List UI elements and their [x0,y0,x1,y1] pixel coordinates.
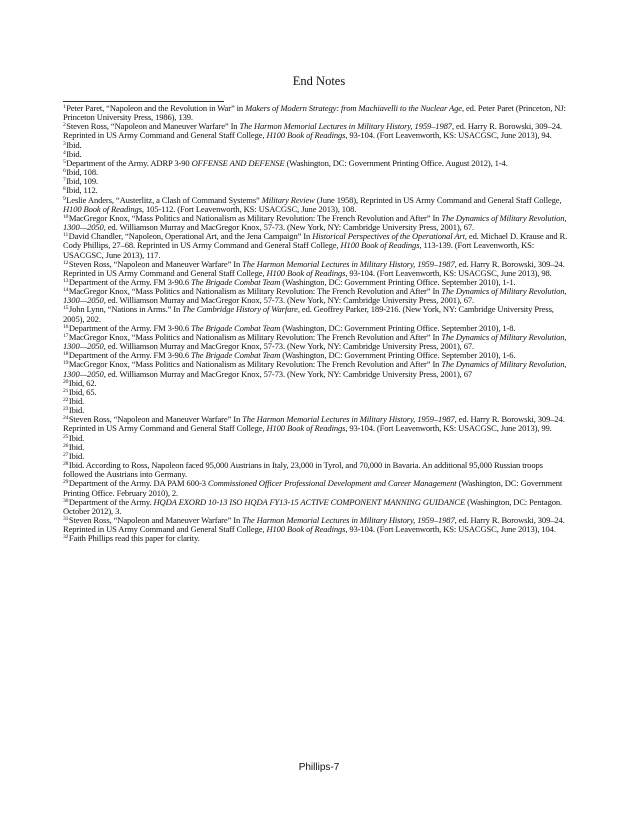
endnote-text: , ed. Peter Paret (Princeton, NJ: Princeton University Press, 1986), 139. [63,103,566,123]
endnote-title: The Harmon Memorial Lectures in Military History, 1959–1987 [239,121,452,132]
endnotes-list [63,104,570,544]
endnote-text: Department of the Army. FM 3-90.6 [68,276,191,287]
endnote-text: , 93-104. (Fort Leavenworth, KS: USACGSC, June 2013), 98. [345,267,552,278]
endnote-title: HQDA EXORD 10-13 ISO HQDA FY13-15 ACTIVE COMPONENT MANNING GUIDANCE [153,496,466,507]
endnote [63,141,570,150]
endnote-text: , 93-104. (Fort Leavenworth, KS: USACGSC, June 2013), 104. [345,524,556,535]
endnote [63,397,570,406]
endnote-number: 17 [63,332,69,339]
endnote-text: Peter Paret, “Napoleon and the Revolution in War” in [66,103,246,113]
endnote-text: (Washington, DC: Government Printing Office. September 2010), 1-6. [280,350,516,361]
endnote-text: , ed. Williamson Murray and MacGregor Knox, 57-73. (New York, NY: Cambridge University Press, 2001), 67. [103,222,475,233]
endnote-text: (Washington, DC: Government Printing Office. February 2010), 2. [63,478,563,498]
endnote-title: The Dynamics of Military Revolution, 1300—2050 [63,359,567,379]
endnote-text: Department of the Army. FM 3-90.6 [68,322,191,333]
endnote-text: Ibid. [68,396,85,406]
endnote-title: Commissioned Officer Professional Development and Career Management [207,478,457,489]
endnote [63,415,570,433]
endnote-number: 2 [63,122,66,129]
endnote-title: The Brigade Combat Team [190,350,281,361]
endnote-number: 15 [63,305,69,312]
endnote [63,305,570,323]
endnote-title: The Cambridge History of Warfare [182,304,298,315]
endnote [63,168,570,177]
endnote [63,196,570,214]
endnote-number: 12 [63,259,69,266]
endnote-text: Faith Phillips read this paper for clarity. [68,533,200,544]
endnote [63,104,570,122]
endnote-title: Historical Perspectives of the Operational Art [312,231,465,242]
endnote-number: 14 [63,287,69,294]
endnote [63,534,570,543]
endnote-title: The Harmon Memorial Lectures in Military History, 1959–1987 [242,414,455,425]
endnote-number: 25 [63,433,69,440]
endnote-number: 13 [63,277,69,284]
endnote-number: 28 [63,461,69,468]
endnote-number: 7 [63,177,66,184]
endnote-text: Department of the Army. DA PAM 600-3 [68,478,208,489]
endnote-title: The Harmon Memorial Lectures in Military History, 1959–1987 [242,515,455,526]
endnote-number: 5 [63,158,66,165]
endnote [63,260,570,278]
endnote-number: 16 [63,323,69,330]
endnote-number: 11 [63,232,69,239]
endnote-number: 30 [63,497,69,504]
endnote-text: Steven Ross, “Napoleon and Maneuver Warfare” In [66,121,240,132]
endnote [63,498,570,516]
endnote-number: 20 [63,378,69,385]
endnote-title: H100 Book of Readings [266,423,346,434]
endnote-text: Ibid, 108. [66,167,98,178]
endnote-number: 3 [63,140,66,147]
footnote-separator [63,101,224,102]
endnote-text: , ed. Michael D. Krause and R. Cody Phillips, 27–68. Reprinted in US Army Command and General Staff College, [63,231,568,251]
endnote-text: , ed. Harry R. Borowski, 309–24. Reprinted in US Army Command and General Staff College, [63,515,565,535]
endnote-text: Ibid. [66,148,82,159]
endnote-number: 21 [63,387,69,394]
endnote-title: H100 Book of Readings [340,240,420,251]
endnote-text: John Lynn, “Nations in Arms.” In [68,304,183,315]
endnote-text: Department of the Army. [68,496,154,507]
endnote-text: Ibid. According to Ross, Napoleon faced 95,000 Austrians in Italy, 23,000 in Tyrol, and 70,000 in Bavaria. An additional 95,000 Russian troops followed the Austrians into Germany. [63,460,543,480]
endnote [63,379,570,388]
endnote-text: MacGregor Knox, “Mass Politics and Nationalism as Military Revolution: The French Revolution and After” In [68,331,442,342]
endnote-text: , ed. Williamson Murray and MacGregor Knox, 57-73. (New York, NY: Cambridge University Press, 2001), 67. [103,295,475,306]
endnote-number: 26 [63,442,69,449]
endnote-title: The Dynamics of Military Revolution, 1300—2050 [63,331,567,352]
endnote-number: 24 [63,415,69,422]
endnote-title: H100 Book of Readings [266,130,346,141]
endnote [63,461,570,479]
endnote-text: (Washington, DC: Pentagon. October 2012), 3. [63,496,563,516]
endnote-title: The Brigade Combat Team [190,322,281,333]
endnote-text: Ibid. [68,405,85,416]
endnote [63,333,570,351]
endnote-text: , ed. Williamson Murray and MacGregor Knox, 57-73. (New York, NY: Cambridge University Press, 2001), 67 [103,368,473,379]
endnote [63,479,570,497]
endnote-text: Ibid, 112. [66,185,98,196]
endnote [63,232,570,259]
endnote-text: , 113-139. (Fort Leavenworth, KS: USACGSC, June 2013), 117. [63,240,535,260]
endnote-text: (Washington, DC: Government Printing Office. September 2010), 1-1. [280,276,516,287]
endnote-text: MacGregor Knox, “Mass Politics and Nationalism as Military Revolution: The French Revolution and After” In [68,359,442,370]
endnote-number: 4 [63,149,66,156]
endnote-text: Department of the Army. ADRP 3-90 [66,157,192,168]
endnote-text: , ed. Geoffrey Parker, 189-216. (New York, NY: Cambridge University Press, 2005), 202. [63,304,554,324]
endnote-number: 9 [63,195,66,202]
endnote [63,516,570,534]
endnote [63,214,570,232]
endnote [63,443,570,452]
endnote [63,177,570,186]
endnote-number: 1 [63,104,66,110]
endnote-text: Ibid. [68,441,85,452]
endnote-title: Makers of Modern Strategy: from Machiavelli to the Nuclear Age [245,103,462,113]
endnote-text: (Washington, DC: Government Printing Office. August 2012), 1-4. [284,157,508,168]
endnote-title: H100 Book of Readings [266,524,346,535]
endnote-title: The Dynamics of Military Revolution, 1300—2050 [63,286,567,306]
endnote-number: 31 [63,516,69,523]
endnote-text: Ibid, 65. [68,386,97,397]
endnote-text: , 93-104. (Fort Leavenworth, KS: USACGSC, June 2013), 94. [345,130,552,141]
endnote-text: Leslie Anders, “Austerlitz, a Clash of Command Systems” [66,194,262,205]
endnote-title: The Brigade Combat Team [190,276,281,287]
endnote-text: (Washington, DC: Government Printing Office. September 2010), 1-8. [280,322,516,333]
endnote-text: MacGregor Knox, “Mass Politics and Nationalism as Military Revolution: The French Revolution and After” In [68,212,442,223]
endnote-title: The Dynamics of Military Revolution, 1300—2050 [63,212,567,233]
endnote-number: 29 [63,479,69,486]
endnote-number: 10 [63,213,69,220]
endnote-text: , ed. Harry R. Borowski, 309–24. Reprinted in US Army Command and General Staff College, [63,414,565,434]
endnote-number: 27 [63,451,69,458]
endnote-text: , ed. Harry R. Borowski, 309–24. Reprinted in US Army Command and General Staff College, [63,121,563,141]
endnote-text: David Chandler, “Napoleon, Operational Art, and the Jena Campaign” In [68,231,313,242]
endnote [63,360,570,378]
endnote-text: Steven Ross, “Napoleon and Maneuver Warfare” In [68,515,243,526]
endnote-text: Department of the Army. FM 3-90.6 [68,350,191,361]
endnote-number: 18 [63,351,69,358]
endnote-number: 23 [63,406,69,413]
endnote-number: 6 [63,168,66,175]
page-title: End Notes [292,74,346,88]
endnote-title: H100 Book of Readings [266,267,346,278]
endnote-text: , ed. Williamson Murray and MacGregor Knox, 57-73. (New York, NY: Cambridge University Press, 2001), 67. [103,341,475,352]
endnote-text: Ibid, 109. [66,176,98,187]
endnote-text: , 105-112. (Fort Leavenworth, KS: USACGSC, June 2013), 108. [141,203,357,214]
endnote-text: (June 1958), Reprinted in US Army Command and General Staff College, [314,194,562,205]
endnote [63,122,570,140]
endnote-title: OFFENSE AND DEFENSE [191,157,285,168]
endnote [63,287,570,305]
endnote-text: MacGregor Knox, “Mass Politics and Nationalism as Military Revolution: The French Revolution and After” In [68,286,442,297]
endnote-number: 19 [63,360,69,367]
endnote-title: H100 Book of Readings [63,203,142,214]
endnote-number: 22 [63,397,69,403]
endnote [63,159,570,168]
endnote-number: 32 [63,534,69,541]
endnote-text: Steven Ross, “Napoleon and Maneuver Warfare” In [68,414,243,425]
endnote-text: , ed. Harry R. Borowski, 309–24. Reprinted in US Army Command and General Staff College, [63,258,565,278]
endnote [63,434,570,443]
endnote-text: Ibid. [68,432,85,443]
endnote-title: The Harmon Memorial Lectures in Military History, 1959–1987 [242,258,455,269]
endnote-number: 8 [63,186,66,193]
endnote-text: Ibid. [68,450,85,461]
endnote-text: Ibid. [66,139,82,150]
endnote-text: Ibid, 62. [68,377,97,388]
endnote-text: , 93-104. (Fort Leavenworth, KS: USACGSC, June 2013), 99. [345,423,552,434]
endnote-title: Military Review [261,194,315,205]
page-footer: Phillips-7 [298,762,340,773]
endnote [63,388,570,397]
endnote-text: Steven Ross, “Napoleon and Maneuver Warfare” In [68,258,243,269]
